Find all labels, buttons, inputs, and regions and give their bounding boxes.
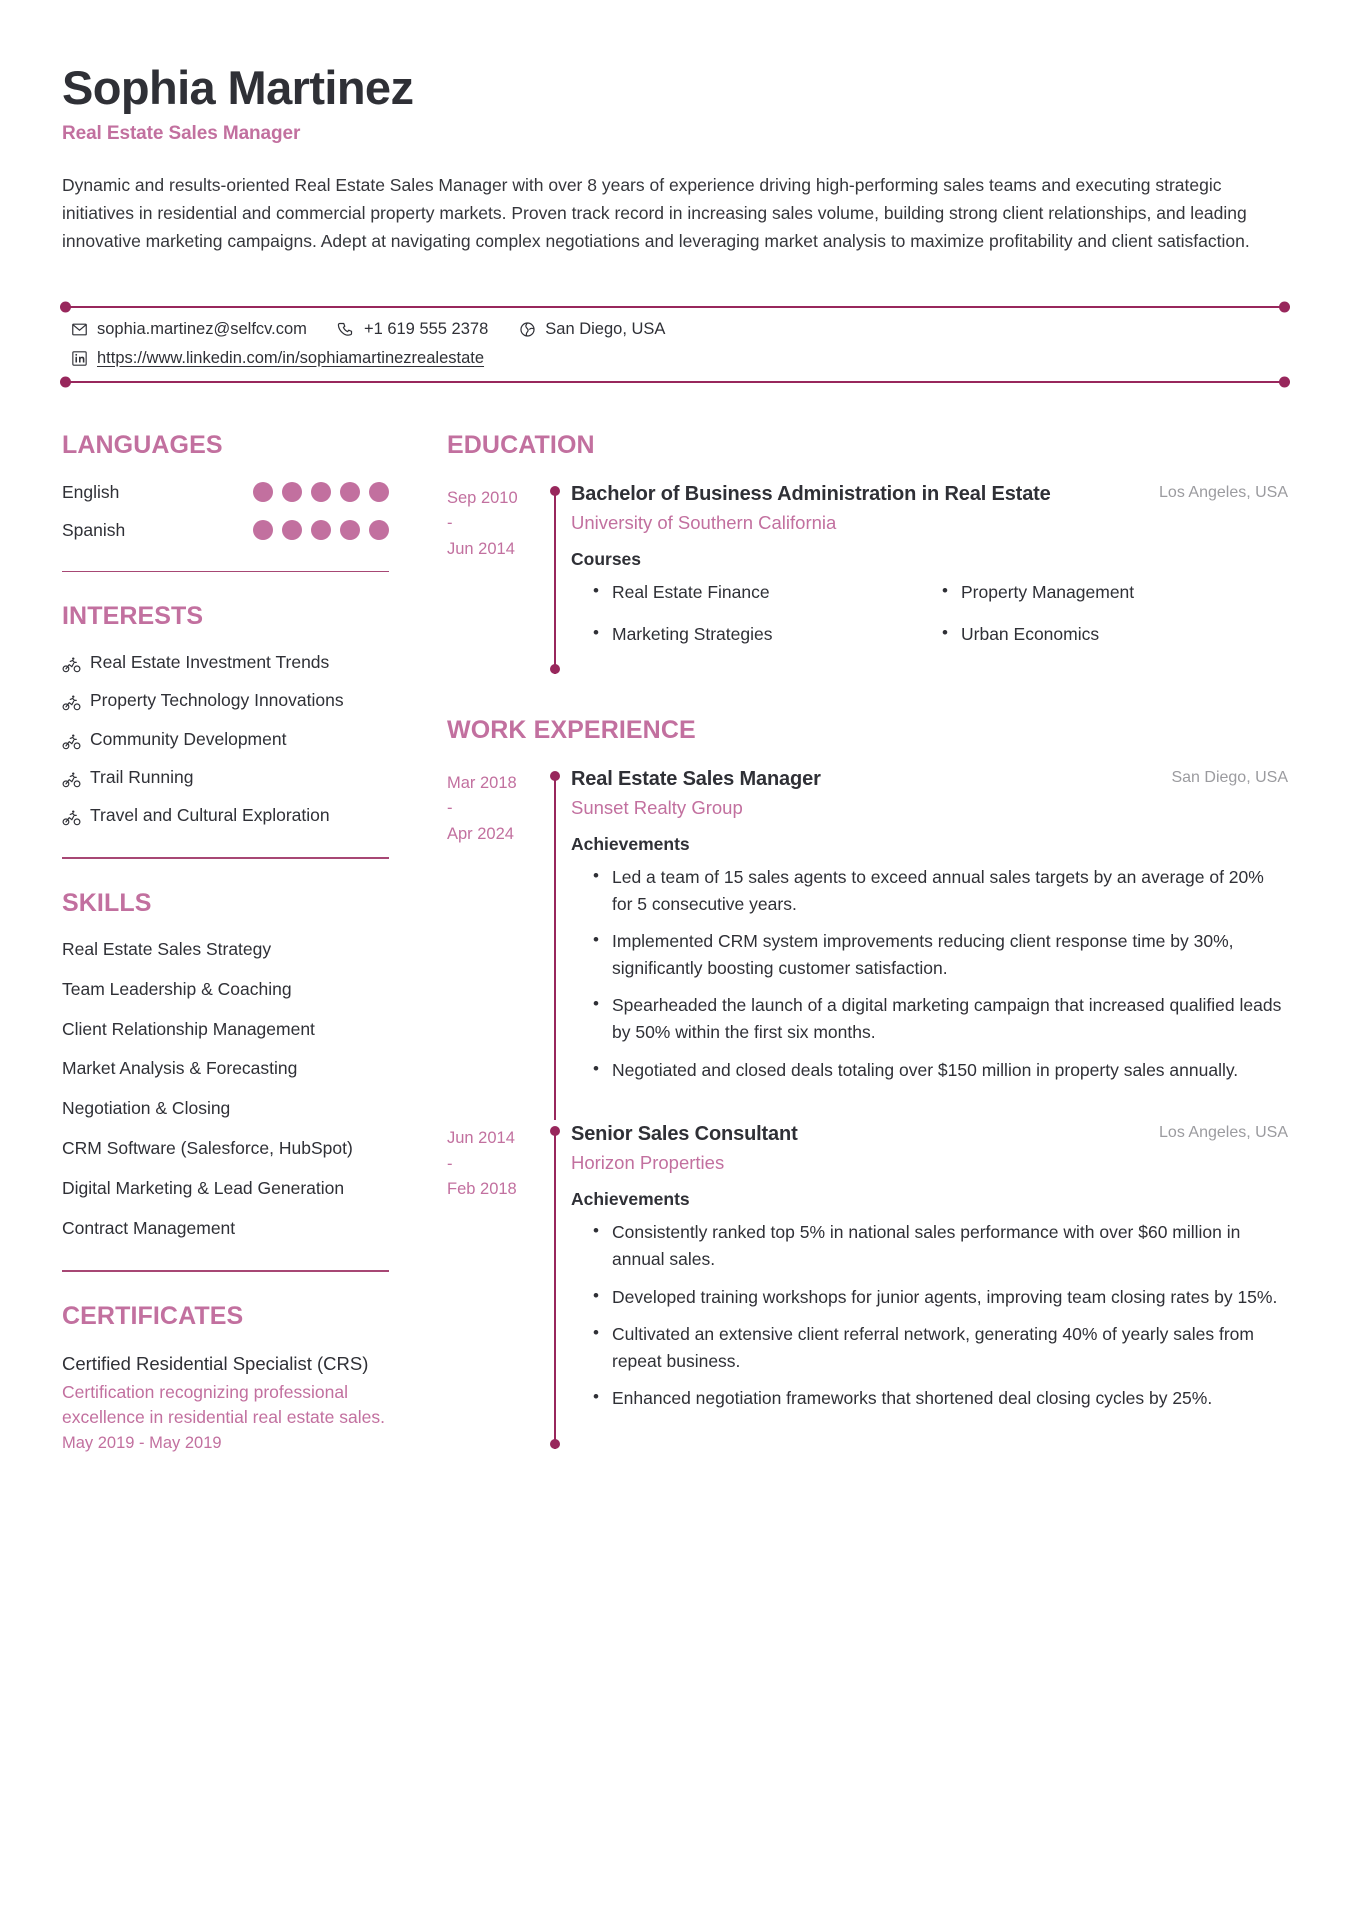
language-level-dots xyxy=(253,520,389,540)
date-dash: - xyxy=(447,1154,453,1173)
work-body xyxy=(569,765,1288,1121)
date-start: Jun 2014 xyxy=(447,1129,515,1148)
section-title-education: EDUCATION xyxy=(447,430,595,459)
timeline-rail xyxy=(543,1120,569,1449)
section-title-interests: INTERESTS xyxy=(62,602,204,631)
date-dash: - xyxy=(447,799,453,818)
list-item: • Negotiated and closed deals totaling over $150 million in property sales annually. xyxy=(612,1057,1288,1084)
job-title: Real Estate Sales Manager xyxy=(62,122,301,144)
cyclist-icon xyxy=(62,732,81,751)
courses-label: Courses xyxy=(571,549,642,570)
list-item xyxy=(62,689,389,712)
work-dates xyxy=(447,765,543,1121)
timeline-dot-end xyxy=(550,664,560,674)
interests-list xyxy=(62,651,389,827)
contact-email[interactable] xyxy=(70,320,307,339)
achievements-label: Achievements xyxy=(571,833,690,854)
level-dot xyxy=(311,482,331,502)
certificate-description: Certification recognizing professional excellence in residential real estate sales. xyxy=(62,1382,385,1428)
list-item: Team Leadership & Coaching xyxy=(62,978,292,999)
list-item: Market Analysis & Forecasting xyxy=(62,1058,298,1079)
education-location: Los Angeles, USA xyxy=(1159,483,1288,501)
divider xyxy=(62,571,389,573)
section-title-certificates: CERTIFICATES xyxy=(62,1301,244,1330)
work-entry xyxy=(447,1120,1288,1449)
list-item xyxy=(62,728,389,751)
contact-top-rule xyxy=(62,306,1288,308)
work-body xyxy=(569,1120,1288,1449)
date-end: Apr 2024 xyxy=(447,824,514,843)
body-columns xyxy=(62,431,1288,1453)
contact-linkedin[interactable] xyxy=(70,349,484,368)
date-start: Mar 2018 xyxy=(447,773,517,792)
list-item: • Developed training workshops for junior agents, improving team closing rates by 15%. xyxy=(612,1284,1288,1311)
job-role: Senior Sales Consultant xyxy=(571,1123,798,1146)
work-entry xyxy=(447,765,1288,1121)
professional-summary: Dynamic and results-oriented Real Estate Sales Manager with over 8 years of experience driving high-performing sales teams and executing strategic initiatives in residential and commercial property markets. Proven track record in increasing sales volume, building strong client relationships, and leading innovative marketing campaigns. Adept at navigating complex negotiations and leveraging market analysis to maximize profitability and client satisfaction. xyxy=(62,174,1250,252)
timeline-dot-end xyxy=(550,1439,560,1449)
header xyxy=(62,56,1288,256)
contact-location xyxy=(518,320,665,339)
section-certificates xyxy=(62,1302,389,1453)
interest-label: Trail Running xyxy=(90,766,194,787)
education-body xyxy=(569,480,1288,674)
list-item: • Led a team of 15 sales agents to exceed annual sales targets by an average of 20% for 5 consecutive years. xyxy=(612,864,1288,917)
contact-line-secondary xyxy=(70,349,1288,368)
job-role: Real Estate Sales Manager xyxy=(571,767,821,790)
work-heading-row xyxy=(571,765,1288,793)
interest-label: Property Technology Innovations xyxy=(90,690,344,711)
achievements-label: Achievements xyxy=(571,1189,690,1210)
language-level-dots xyxy=(253,482,389,502)
section-skills xyxy=(62,889,389,1240)
envelope-icon xyxy=(70,320,88,338)
work-entries xyxy=(447,765,1288,1450)
contact-block xyxy=(62,290,1288,395)
list-item xyxy=(62,804,389,827)
section-education xyxy=(447,431,1288,674)
cyclist-icon xyxy=(62,770,81,789)
interest-label: Community Development xyxy=(90,728,287,749)
level-dot xyxy=(340,520,360,540)
timeline-dot-start xyxy=(550,1126,560,1136)
list-item xyxy=(62,482,389,503)
company-name: Horizon Properties xyxy=(571,1152,725,1174)
contact-phone-text: +1 619 555 2378 xyxy=(363,319,489,338)
date-end: Feb 2018 xyxy=(447,1180,517,1199)
timeline-rail xyxy=(543,765,569,1121)
list-item: • Cultivated an extensive client referral network, generating 40% of yearly sales from repeat business. xyxy=(612,1321,1288,1374)
contact-bottom-rule xyxy=(62,381,1288,383)
list-item xyxy=(62,651,389,674)
language-name: Spanish xyxy=(62,519,126,540)
level-dot xyxy=(253,520,273,540)
level-dot xyxy=(311,520,331,540)
list-item: Contract Management xyxy=(62,1217,236,1238)
list-item: Real Estate Sales Strategy xyxy=(62,938,272,959)
timeline-rail xyxy=(543,480,569,674)
section-interests xyxy=(62,602,389,827)
school-name: University of Southern California xyxy=(571,512,837,534)
timeline-dot-start xyxy=(550,771,560,781)
work-heading-row xyxy=(571,1120,1288,1148)
level-dot xyxy=(282,482,302,502)
job-location: Los Angeles, USA xyxy=(1159,1124,1288,1142)
list-item: • Marketing Strategies xyxy=(612,621,939,647)
list-item: • Enhanced negotiation frameworks that shortened deal closing cycles by 25%. xyxy=(612,1385,1288,1412)
achievements-list xyxy=(571,864,1288,1083)
certificate-date: May 2019 - May 2019 xyxy=(62,1434,222,1453)
linkedin-icon xyxy=(70,349,88,367)
education-entries xyxy=(447,480,1288,674)
achievements-list xyxy=(571,1219,1288,1412)
courses-list xyxy=(571,579,1288,648)
education-entry xyxy=(447,480,1288,674)
languages-list xyxy=(62,482,389,541)
level-dot xyxy=(369,482,389,502)
company-name: Sunset Realty Group xyxy=(571,796,743,818)
level-dot xyxy=(253,482,273,502)
section-title-languages: LANGUAGES xyxy=(62,430,223,459)
contact-line-primary xyxy=(70,320,1288,339)
timeline-dot-start xyxy=(550,486,560,496)
timeline-line xyxy=(554,490,556,674)
list-item: • Real Estate Finance xyxy=(612,579,939,605)
education-heading-row xyxy=(571,480,1288,508)
degree-title: Bachelor of Business Administration in Real Estate xyxy=(571,482,1051,505)
list-item: CRM Software (Salesforce, HubSpot) xyxy=(62,1137,353,1158)
job-location: San Diego, USA xyxy=(1171,768,1288,786)
list-item xyxy=(62,766,389,789)
contact-phone[interactable] xyxy=(337,320,488,339)
language-name: English xyxy=(62,481,120,502)
cyclist-icon xyxy=(62,693,81,712)
list-item: Digital Marketing & Lead Generation xyxy=(62,1177,345,1198)
list-item: • Property Management xyxy=(961,579,1288,605)
date-start: Sep 2010 xyxy=(447,488,518,507)
page-title: Sophia Martinez xyxy=(62,61,414,114)
date-end: Jun 2014 xyxy=(447,539,515,558)
section-title-work-experience: WORK EXPERIENCE xyxy=(447,715,696,744)
list-item: • Spearheaded the launch of a digital marketing campaign that increased qualified leads by 50% within the first six months. xyxy=(612,992,1288,1045)
cyclist-icon xyxy=(62,655,81,674)
interest-label: Real Estate Investment Trends xyxy=(90,652,330,673)
divider xyxy=(62,857,389,859)
section-languages xyxy=(62,431,389,541)
contact-linkedin-text: https://www.linkedin.com/in/sophiamartinezrealestate xyxy=(97,348,485,367)
contact-email-text: sophia.martinez@selfcv.com xyxy=(97,319,307,338)
list-item: • Urban Economics xyxy=(961,621,1288,647)
section-work-experience xyxy=(447,716,1288,1450)
cyclist-icon xyxy=(62,808,81,827)
work-dates xyxy=(447,1120,543,1449)
interest-label: Travel and Cultural Exploration xyxy=(90,805,330,826)
date-dash: - xyxy=(447,514,453,533)
list-item: Negotiation & Closing xyxy=(62,1098,231,1119)
certificate-item xyxy=(62,1351,389,1453)
sidebar-left xyxy=(62,431,407,1453)
phone-icon xyxy=(337,320,355,338)
education-dates xyxy=(447,480,543,674)
divider xyxy=(62,1270,389,1272)
timeline-line xyxy=(554,1130,556,1449)
list-item: • Implemented CRM system improvements reducing client response time by 30%, significantly boosting customer satisfaction. xyxy=(612,928,1288,981)
contact-location-text: San Diego, USA xyxy=(545,319,666,338)
globe-pin-icon xyxy=(518,320,536,338)
level-dot xyxy=(282,520,302,540)
list-item: • Consistently ranked top 5% in national sales performance with over $60 million in annual sales. xyxy=(612,1219,1288,1272)
certificate-name: Certified Residential Specialist (CRS) xyxy=(62,1352,369,1374)
timeline-line xyxy=(554,775,556,1121)
list-item xyxy=(62,520,389,541)
level-dot xyxy=(369,520,389,540)
level-dot xyxy=(340,482,360,502)
skills-list xyxy=(62,938,389,1240)
main-content xyxy=(407,431,1288,1449)
list-item: Client Relationship Management xyxy=(62,1018,315,1039)
section-title-skills: SKILLS xyxy=(62,888,152,917)
